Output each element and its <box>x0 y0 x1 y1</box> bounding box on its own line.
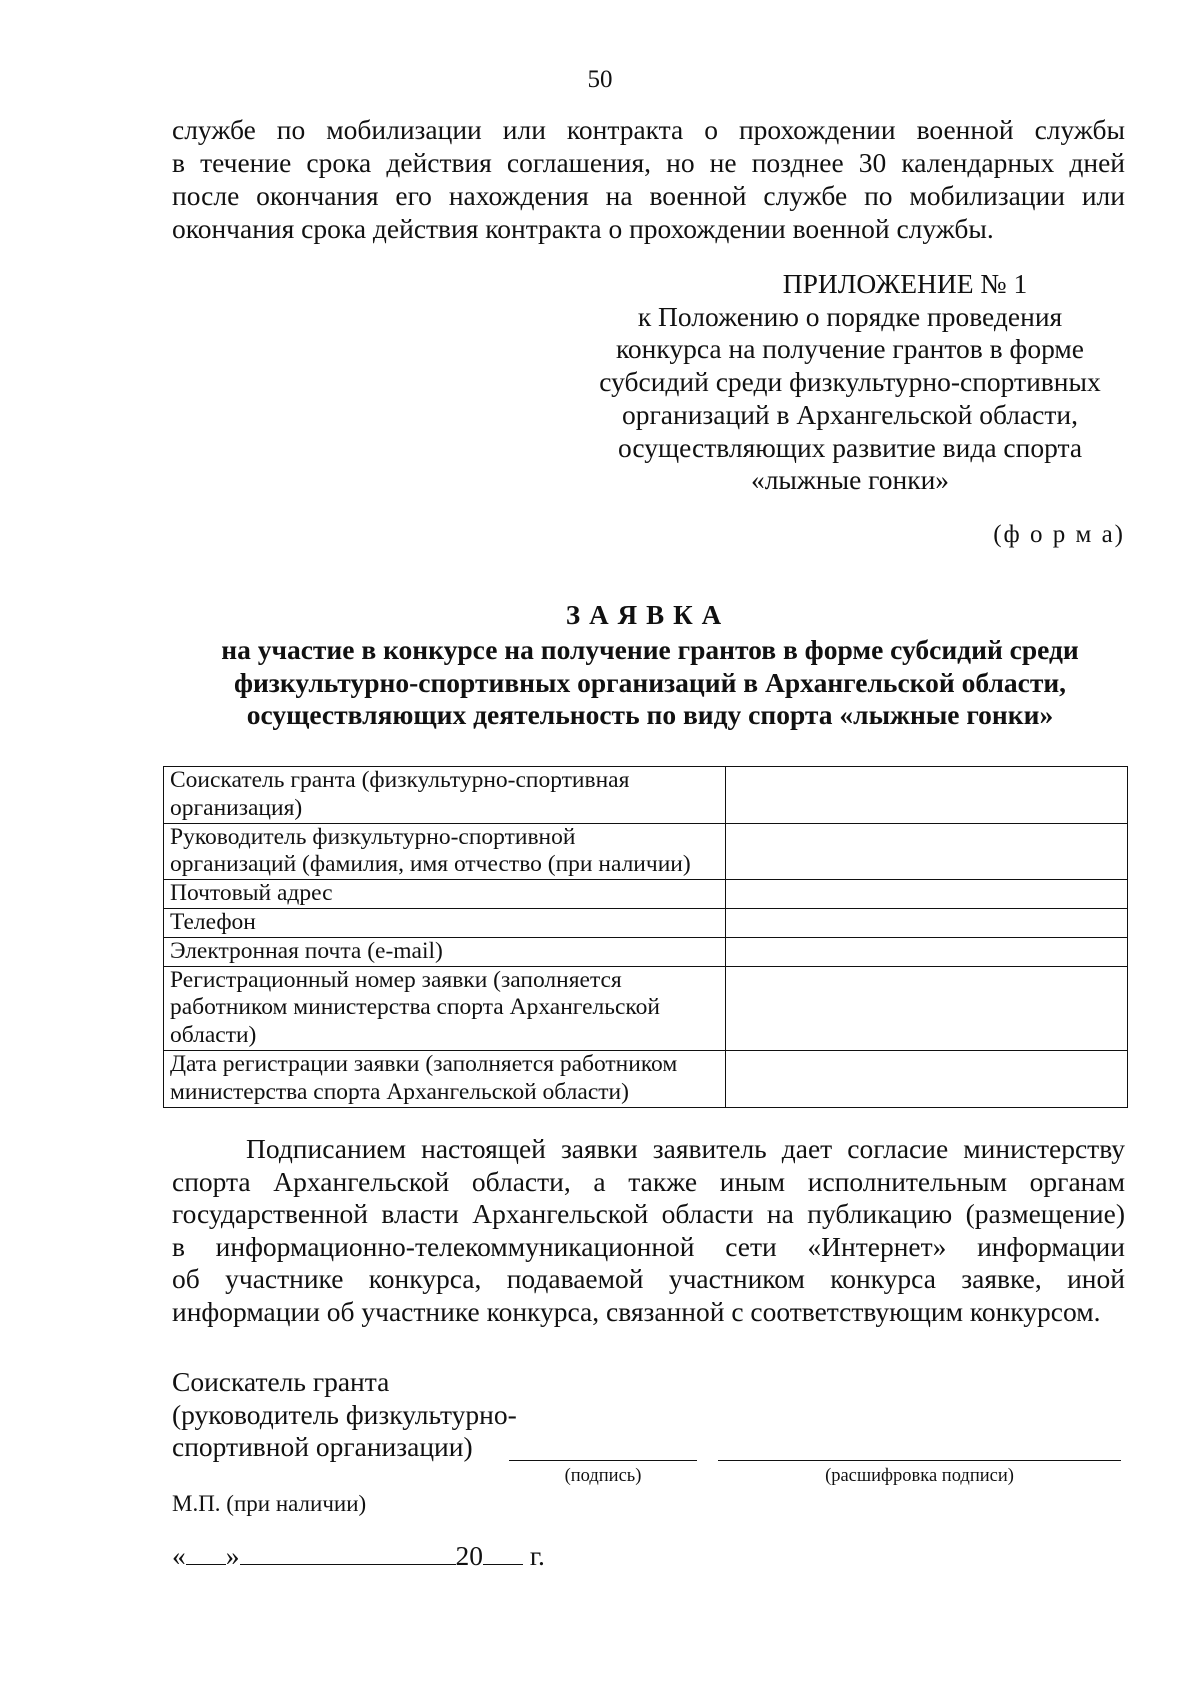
appendix-line: конкурса на получение грантов в форме <box>615 333 1085 365</box>
appendix-line: «лыжные гонки» <box>750 464 950 496</box>
table-row <box>164 880 1128 909</box>
date-year-blank[interactable] <box>483 1542 523 1565</box>
subtitle-line: на участие в конкурсе на получение грантов в форме субсидий среди <box>221 634 1079 665</box>
consent-paragraph <box>172 1133 1125 1328</box>
consent-line: государственной власти Архангельской области на публикацию (размещение) <box>172 1198 1125 1229</box>
field-label <box>164 880 726 909</box>
field-label <box>164 966 726 1050</box>
field-value-cell[interactable] <box>725 966 1127 1050</box>
field-label-line: области) <box>170 1022 257 1049</box>
paragraph-line: службе по мобилизации или контракта о прохождении военной службы <box>172 114 1125 145</box>
page-number: 50 <box>587 66 613 93</box>
field-label <box>164 823 726 880</box>
field-label-line: Почтовый адрес <box>170 880 333 907</box>
date-year-suffix: г. <box>529 1540 545 1571</box>
field-value-cell[interactable] <box>725 880 1127 909</box>
field-label-line: работником министерства спорта Архангельской <box>170 994 660 1021</box>
table-row <box>164 937 1128 966</box>
appendix-header <box>560 268 1140 497</box>
date-day-blank[interactable] <box>186 1542 226 1565</box>
field-label-line: Соискатель гранта (физкультурно-спортивная <box>170 767 630 793</box>
signature-decoding-field[interactable] <box>718 1460 1121 1461</box>
appendix-line: субсидий среди физкультурно-спортивных <box>599 366 1101 398</box>
date-open-quote: « <box>172 1540 186 1571</box>
field-label-line: Руководитель физкультурно-спортивной <box>170 823 576 850</box>
field-label <box>164 1050 726 1107</box>
consent-line: Подписанием настоящей заявки заявитель дает согласие министерству <box>246 1133 1125 1164</box>
application-form-table <box>163 766 1128 1108</box>
form-label: (ф о р м а) <box>993 521 1125 548</box>
table-row <box>164 966 1128 1050</box>
field-label-line: Регистрационный номер заявки (заполняется <box>170 966 622 993</box>
stamp-note: М.П. (при наличии) <box>172 1491 367 1516</box>
field-label-line: организация) <box>170 794 303 821</box>
field-label-line: Телефон <box>170 908 256 935</box>
field-value-cell[interactable] <box>725 823 1127 880</box>
signatory-line: спортивной организации) <box>172 1431 473 1462</box>
paragraph-line: окончания срока действия контракта о прохождении военной службы. <box>172 213 994 244</box>
appendix-line: организаций в Архангельской области, <box>622 398 1078 430</box>
field-value-cell[interactable] <box>725 908 1127 937</box>
signatory-line: Соискатель гранта <box>172 1366 390 1397</box>
signatory-line: (руководитель физкультурно- <box>172 1398 517 1430</box>
table-row <box>164 1050 1128 1107</box>
field-label-line: организаций (фамилия, имя отчество (при наличии) <box>170 851 691 878</box>
continuation-paragraph <box>172 113 1125 245</box>
field-label-line: Электронная почта (e-mail) <box>170 937 443 964</box>
signature-decoding-caption: (расшифровка подписи) <box>825 1466 1014 1486</box>
field-label <box>164 767 726 824</box>
table-row <box>164 908 1128 937</box>
date-field <box>172 1540 545 1572</box>
table-row <box>164 823 1128 880</box>
field-label <box>164 908 726 937</box>
consent-line: в информационно-телекоммуникационной сети «Интернет» информации <box>172 1230 1125 1262</box>
consent-line: информации об участнике конкурса, связанной с соответствующим конкурсом. <box>172 1295 1101 1327</box>
field-label-line: Дата регистрации заявки (заполняется работником <box>170 1050 678 1077</box>
document-title: ЗАЯВКА <box>565 600 731 630</box>
consent-line: спорта Архангельской области, а также иным исполнительным органам <box>172 1165 1125 1197</box>
appendix-line: осуществляющих развитие вида спорта <box>617 431 1083 463</box>
paragraph-line: после окончания его нахождения на военной службе по мобилизации или <box>172 180 1125 211</box>
appendix-line: к Положению о порядке проведения <box>637 300 1063 332</box>
field-value-cell[interactable] <box>725 767 1127 824</box>
subtitle-line: осуществляющих деятельность по виду спорта «лыжные гонки» <box>246 699 1054 731</box>
field-value-cell[interactable] <box>725 1050 1127 1107</box>
consent-line: об участнике конкурса, подаваемой участником конкурса заявке, иной <box>172 1263 1125 1294</box>
appendix-title: ПРИЛОЖЕНИЕ № 1 <box>782 268 1028 299</box>
signature-caption: (подпись) <box>564 1466 642 1486</box>
document-subtitle <box>150 634 1150 732</box>
date-month-blank[interactable] <box>240 1542 456 1565</box>
field-label-line: министерства спорта Архангельской области) <box>170 1078 629 1105</box>
date-year-prefix: 20 <box>455 1540 483 1571</box>
subtitle-line: физкультурно-спортивных организаций в Архангельской области, <box>233 666 1067 698</box>
signatory-label <box>172 1366 517 1464</box>
field-value-cell[interactable] <box>725 937 1127 966</box>
signature-field[interactable] <box>509 1460 697 1461</box>
date-close-quote: » <box>225 1540 240 1571</box>
field-label <box>164 937 726 966</box>
table-row <box>164 767 1128 824</box>
paragraph-line: в течение срока действия соглашения, но не позднее 30 календарных дней <box>172 147 1125 178</box>
